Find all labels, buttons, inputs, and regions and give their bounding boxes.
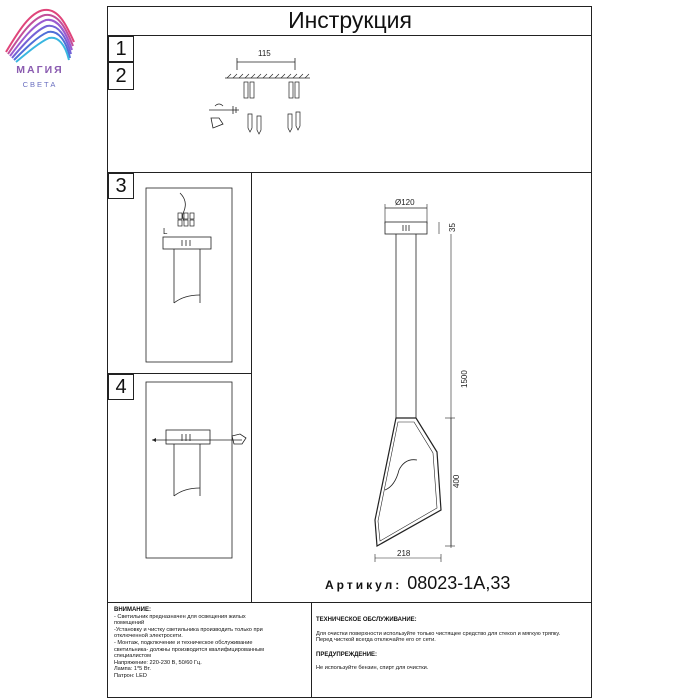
shade-height-label: 400: [452, 474, 461, 488]
maintenance-text: Перед чисткой всегда отключайте его от сети.: [316, 637, 436, 644]
attention-line: Напряжение: 220-230 В, 50/60 Гц.: [114, 659, 202, 666]
attention-line: - Светильник предназначен для освещения жилых: [114, 613, 246, 620]
attention-heading: ВНИМАНИЕ:: [114, 607, 151, 613]
attention-line: - Монтаж, подключение и техническое обслуживание: [114, 639, 253, 646]
screwdriver-hand-icon: [232, 434, 246, 444]
attention-line: помещений: [114, 620, 145, 627]
mounting-diagram: [195, 40, 335, 150]
step-2-number: 2: [115, 65, 127, 87]
shade-width-label: 218: [397, 549, 411, 558]
step-4-number: 4: [115, 376, 127, 398]
step-1-number: 1: [115, 38, 127, 60]
step-3-number: 3: [115, 175, 127, 197]
section-divider-top: [108, 172, 592, 173]
maintenance-heading: ТЕХНИЧЕСКОЕ ОБСЛУЖИВАНИЕ:: [316, 617, 417, 623]
attention-line: специалистом: [114, 653, 152, 660]
maintenance-notes: [316, 617, 588, 672]
warning-heading: ПРЕДУПРЕЖДЕНИЕ:: [316, 651, 378, 658]
maintenance-text: Для очистки поверхности используйте только чистящее средство для стекол и мягкую тряпку.: [316, 630, 561, 637]
logo-waves-icon: [0, 2, 80, 66]
logo-name: МАГИЯ: [16, 64, 64, 76]
notes-divider: [108, 602, 592, 603]
attention-line: Лампа: 1*5 Вт.: [114, 666, 151, 673]
article-label: Артикул:: [325, 578, 403, 592]
notes-divider-vertical: [311, 602, 312, 698]
wire-label-l: L: [163, 227, 168, 236]
article-number: [325, 573, 510, 594]
warning-text: Не используйте бензин, спирт для очистки.: [316, 665, 429, 672]
mount-width-label: 115: [258, 49, 271, 58]
step-4-diagram: [140, 378, 252, 563]
attention-notes: [114, 607, 308, 680]
article-value: 08023-1A,33: [407, 573, 511, 593]
screw-icon: [248, 112, 300, 134]
wall-plug-icon: [244, 82, 299, 98]
page-title: Инструкция: [288, 7, 412, 33]
total-height-label: 1500: [460, 370, 469, 388]
logo-tagline: СВЕТА: [22, 80, 58, 89]
canopy-height-label: 35: [448, 223, 457, 232]
step-3-diagram: [140, 185, 240, 367]
attention-line: Патрон: LED: [114, 672, 147, 679]
attention-line: светильника- должны производится квалифицированным: [114, 646, 265, 653]
title-divider: [108, 35, 592, 36]
attention-line: отключенной электросети.: [114, 633, 183, 640]
attention-line: -Установку и чистку светильника производить только при: [114, 626, 263, 633]
brand-logo: [0, 0, 80, 95]
screwdriver-hand-icon: [209, 104, 239, 128]
canopy-diameter-label: Ø120: [395, 198, 415, 207]
product-drawing: [355, 190, 485, 575]
